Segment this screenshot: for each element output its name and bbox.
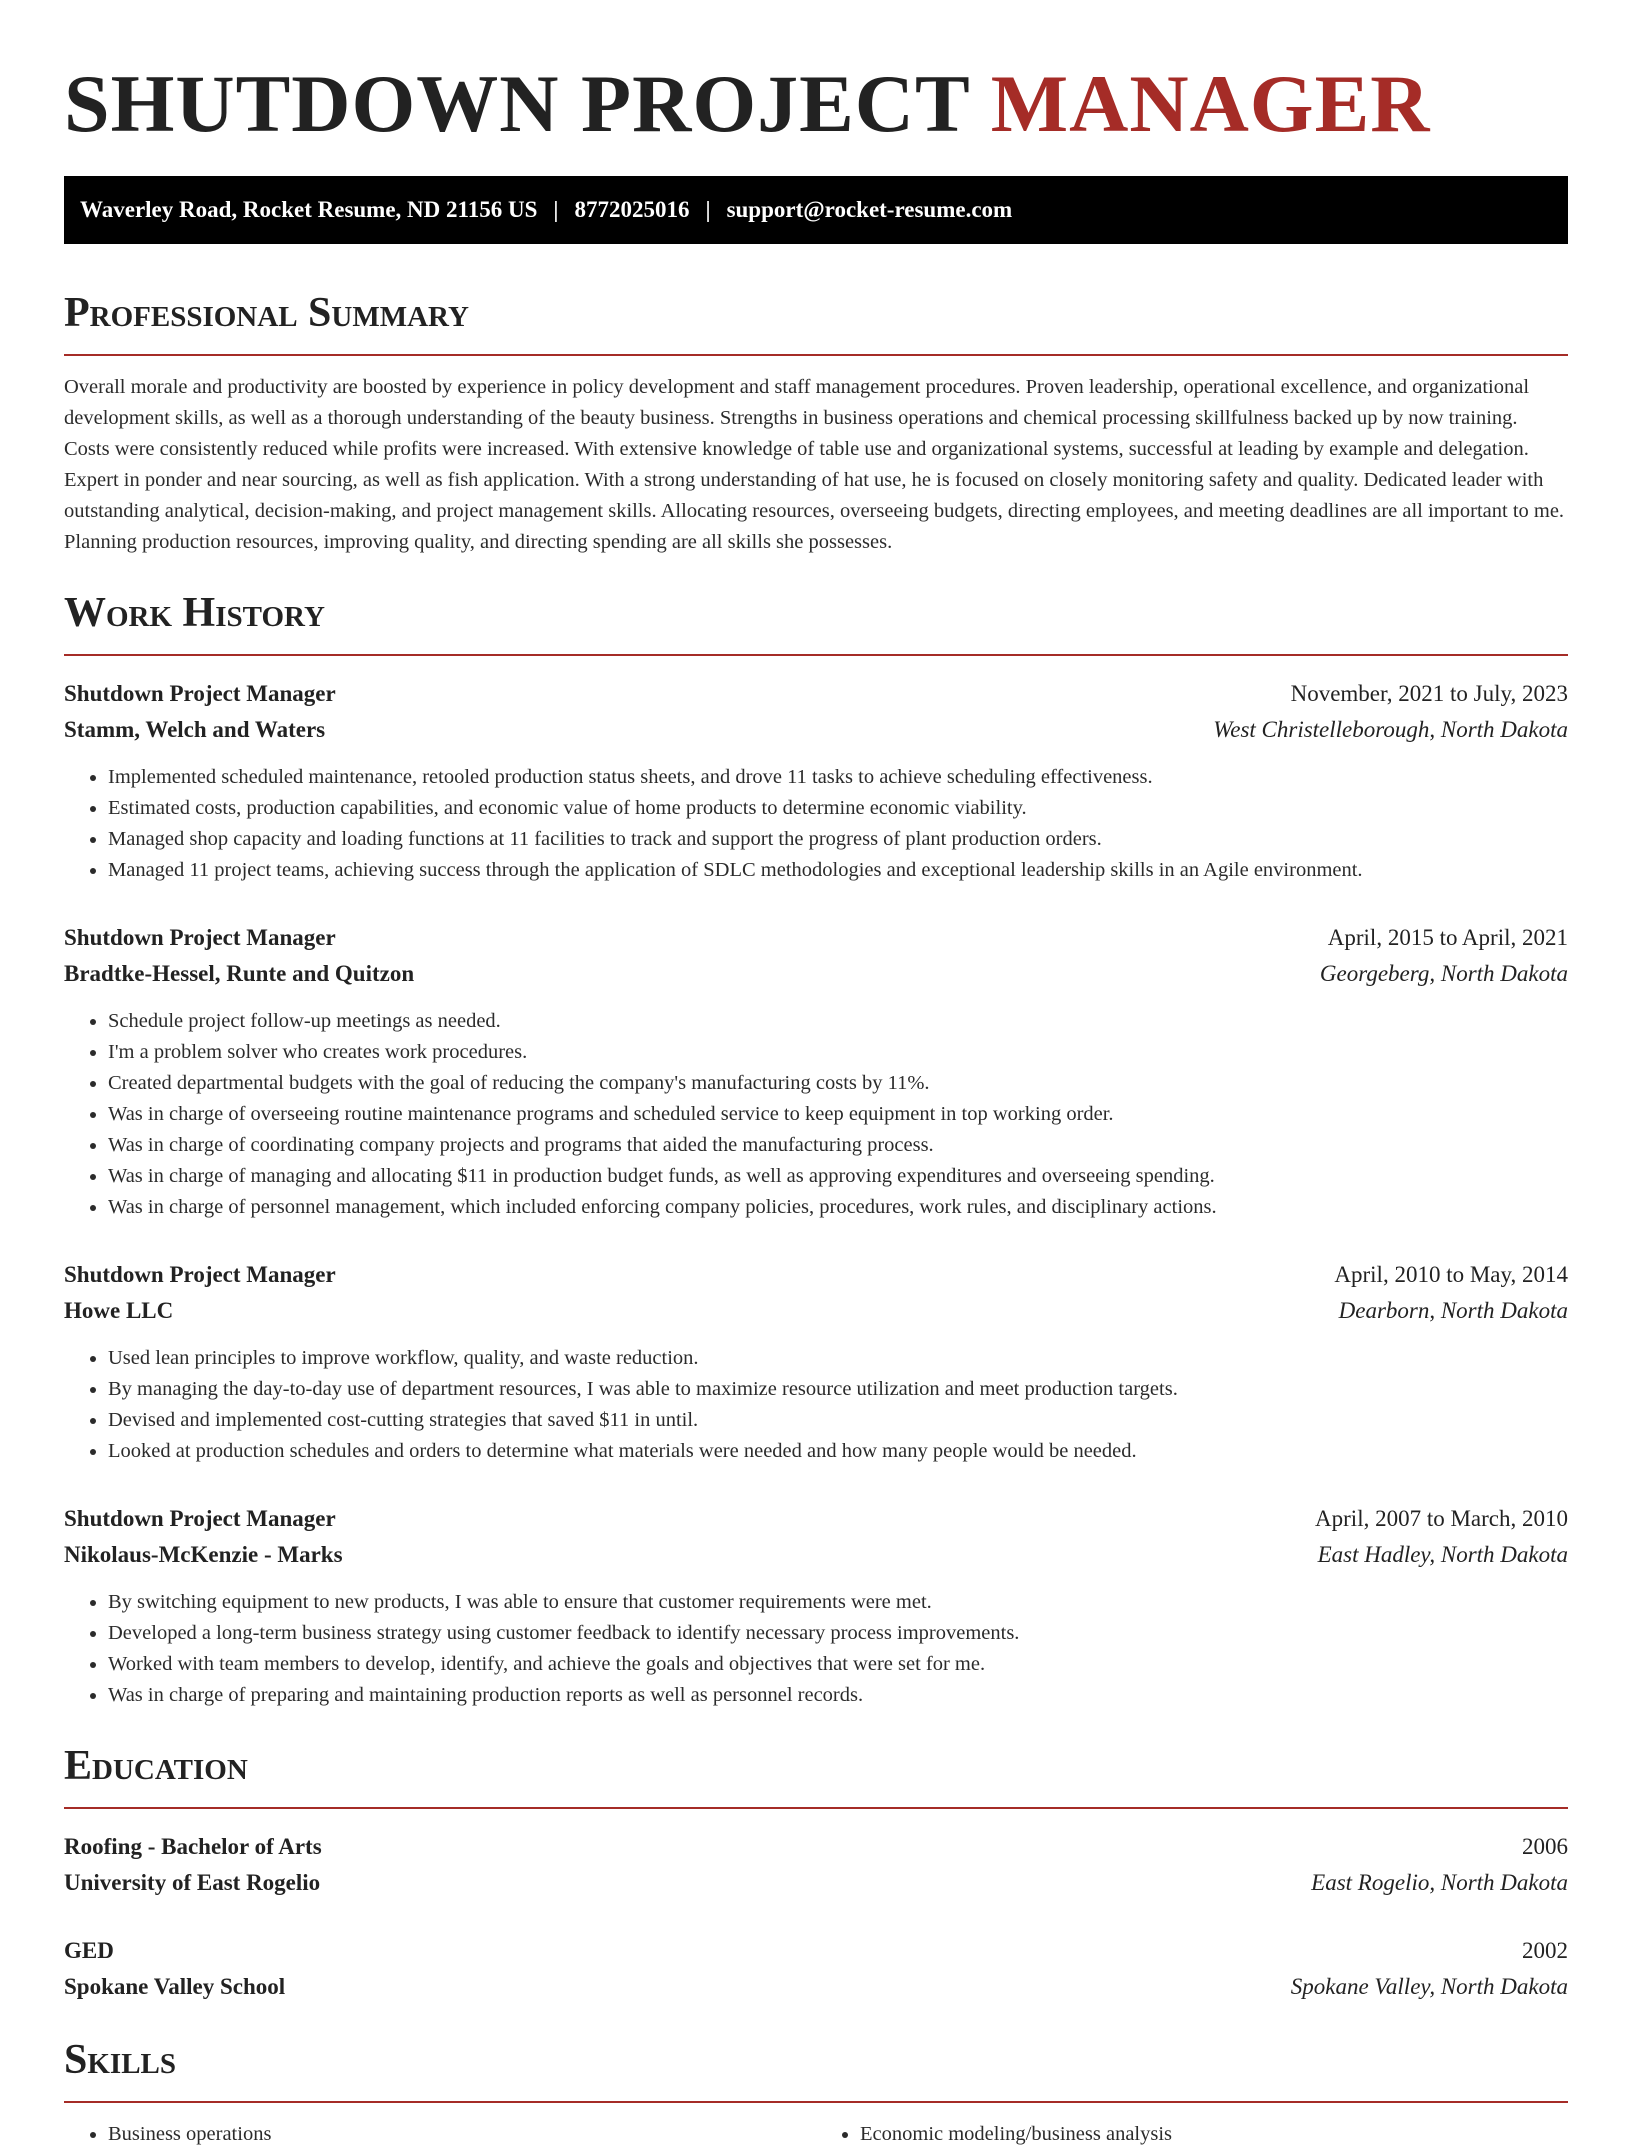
education-school: Spokane Valley School <box>64 1974 286 1999</box>
section-divider <box>64 654 1568 656</box>
job-header-row <box>64 676 1568 712</box>
job-bullets <box>64 1343 1568 1467</box>
section-divider <box>64 1807 1568 1809</box>
resume-title <box>64 56 1568 152</box>
job-bullet: • Was in charge of coordinating company projects and programs that aided the manufacturing process. <box>108 1130 1568 1161</box>
job-dates: April, 2007 to March, 2010 <box>1315 1506 1568 1531</box>
contact-separator: | <box>705 197 711 222</box>
job-bullet: • Created departmental budgets with the goal of reducing the company's manufacturing costs by 11%. <box>108 1068 1568 1099</box>
contact-separator: | <box>553 197 559 222</box>
job-header-row <box>64 1257 1568 1293</box>
job-company: Stamm, Welch and Waters <box>64 717 326 742</box>
contact-address: Waverley Road, Rocket Resume, ND 21156 US <box>80 197 538 222</box>
job-bullet: • Was in charge of overseeing routine maintenance programs and scheduled service to keep equipment in top working order. <box>108 1099 1568 1130</box>
title-accent: MANAGER <box>990 58 1431 149</box>
education-year: 2006 <box>1522 1834 1568 1859</box>
work-history-heading: Work History <box>64 590 325 636</box>
job-bullets <box>64 1587 1568 1711</box>
education-degree: GED <box>64 1938 114 1963</box>
education-entry <box>64 1933 1568 2005</box>
education-heading: Education <box>64 1743 248 1789</box>
job-entry <box>64 920 1568 1223</box>
job-bullet: • Managed shop capacity and loading functions at 11 facilities to track and support the progress of plant production orders. <box>108 824 1568 855</box>
education-school: University of East Rogelio <box>64 1870 321 1895</box>
job-company-row <box>64 712 1568 748</box>
education-degree-row <box>64 1829 1568 1865</box>
job-dates: April, 2015 to April, 2021 <box>1327 925 1568 950</box>
summary-heading: Professional Summary <box>64 290 469 336</box>
job-bullet: • Was in charge of personnel management, which included enforcing company policies, procedures, work rules, and disciplinary actions. <box>108 1192 1568 1223</box>
contact-phone: 8772025016 <box>574 197 690 222</box>
contact-email: support@rocket-resume.com <box>726 197 1013 222</box>
job-bullet: • Managed 11 project teams, achieving success through the application of SDLC methodologies and exceptional leadership skills in an Agile environment. <box>108 855 1568 886</box>
skills-column-right <box>816 2119 1568 2150</box>
section-divider <box>64 354 1568 356</box>
job-bullet: • Implemented scheduled maintenance, retooled production status sheets, and drove 11 tasks to achieve scheduling effectiveness. <box>108 762 1568 793</box>
job-bullet: • Worked with team members to develop, identify, and achieve the goals and objectives that were set for me. <box>108 1649 1568 1680</box>
job-bullet: • Was in charge of preparing and maintaining production reports as well as personnel records. <box>108 1680 1568 1711</box>
contact-bar <box>64 176 1568 244</box>
education-year: 2002 <box>1522 1938 1568 1963</box>
job-title: Shutdown Project Manager <box>64 1262 336 1287</box>
education-degree-row <box>64 1933 1568 1969</box>
job-bullet: • Devised and implemented cost-cutting strategies that saved $11 in until. <box>108 1405 1568 1436</box>
job-company-row <box>64 1293 1568 1329</box>
job-entry <box>64 676 1568 886</box>
job-bullet: • Schedule project follow-up meetings as needed. <box>108 1006 1568 1037</box>
skill-item: • Business operations <box>108 2119 816 2150</box>
job-bullet: • Developed a long-term business strategy using customer feedback to identify necessary process improvements. <box>108 1618 1568 1649</box>
section-divider <box>64 2101 1568 2103</box>
job-header-row <box>64 920 1568 956</box>
skill-item: • Economic modeling/business analysis <box>860 2119 1568 2150</box>
job-company: Bradtke-Hessel, Runte and Quitzon <box>64 961 415 986</box>
job-bullet: • By switching equipment to new products, I was able to ensure that customer requirements were met. <box>108 1587 1568 1618</box>
summary-text: Overall morale and productivity are boosted by experience in policy development and staff management procedures. Proven leadership, operational excellence, and organizational development skills, as well as a thorough understanding of the beauty business. Strengths in business operations and chemical processing skillfulness backed up by now training. Costs were consistently reduced while profits were increased. With extensive knowledge of table use and organizational systems, successful at leading by example and delegation. Expert in ponder and near sourcing, as well as fish application. With a strong understanding of hat use, he is focused on closely monitoring safety and quality. Dedicated leader with outstanding analytical, decision-making, and project management skills. Allocating resources, overseeing budgets, directing employees, and meeting deadlines are all important to me. Planning production resources, improving quality, and directing spending are all skills she possesses. <box>64 376 1565 553</box>
education-entry <box>64 1829 1568 1901</box>
job-title: Shutdown Project Manager <box>64 925 336 950</box>
job-location: East Hadley, North Dakota <box>1317 1542 1568 1567</box>
job-bullets <box>64 1006 1568 1223</box>
job-company-row <box>64 1537 1568 1573</box>
title-main: SHUTDOWN PROJECT <box>64 58 991 149</box>
job-location: Georgeberg, North Dakota <box>1319 961 1568 986</box>
skills-list <box>64 2119 1568 2150</box>
job-dates: November, 2021 to July, 2023 <box>1290 681 1568 706</box>
job-entry <box>64 1501 1568 1711</box>
job-dates: April, 2010 to May, 2014 <box>1334 1262 1568 1287</box>
skills-heading: Skills <box>64 2037 177 2083</box>
job-header-row <box>64 1501 1568 1537</box>
job-location: West Christelleborough, North Dakota <box>1213 717 1568 742</box>
education-school-row <box>64 1865 1568 1901</box>
education-location: East Rogelio, North Dakota <box>1311 1870 1568 1895</box>
job-company: Nikolaus-McKenzie - Marks <box>64 1542 343 1567</box>
job-bullet: • I'm a problem solver who creates work procedures. <box>108 1037 1568 1068</box>
job-location: Dearborn, North Dakota <box>1338 1298 1568 1323</box>
skills-column-left <box>64 2119 816 2150</box>
job-bullet: • By managing the day-to-day use of department resources, I was able to maximize resource utilization and meet production targets. <box>108 1374 1568 1405</box>
education-location: Spokane Valley, North Dakota <box>1290 1974 1568 1999</box>
job-bullet: • Looked at production schedules and orders to determine what materials were needed and how many people would be needed. <box>108 1436 1568 1467</box>
job-company-row <box>64 956 1568 992</box>
job-entry <box>64 1257 1568 1467</box>
job-bullet: • Used lean principles to improve workflow, quality, and waste reduction. <box>108 1343 1568 1374</box>
education-school-row <box>64 1969 1568 2005</box>
job-title: Shutdown Project Manager <box>64 1506 336 1531</box>
job-bullets <box>64 762 1568 886</box>
job-bullet: • Estimated costs, production capabilities, and economic value of home products to determine economic viability. <box>108 793 1568 824</box>
job-company: Howe LLC <box>64 1298 174 1323</box>
job-bullet: • Was in charge of managing and allocating $11 in production budget funds, as well as approving expenditures and overseeing spending. <box>108 1161 1568 1192</box>
education-degree: Roofing - Bachelor of Arts <box>64 1834 322 1859</box>
job-title: Shutdown Project Manager <box>64 681 336 706</box>
